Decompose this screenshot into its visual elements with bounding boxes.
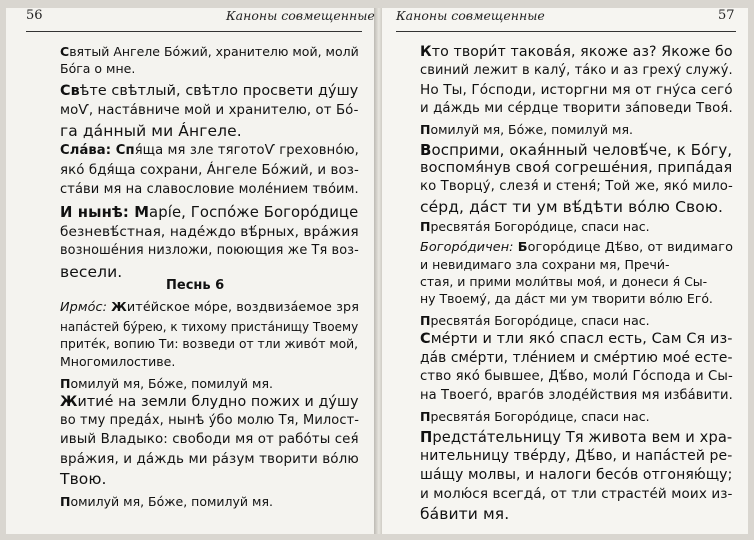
text-line xyxy=(60,224,359,240)
line-text: ко Творцý, слезя́ и стеня́; Той же, якó мило- xyxy=(420,179,733,194)
text-line xyxy=(420,219,650,234)
text-line xyxy=(60,243,359,258)
line-initial: П xyxy=(420,219,431,234)
line-text: ресвятáя Богорóдице, спаси нас. xyxy=(430,313,650,328)
line-text: на Твоегó, врагóв злодéйствия мя избáвити. xyxy=(420,388,733,403)
line-initial: С xyxy=(420,331,431,347)
line-text: Но Ты, Гóсподи, исторгни мя от гнýса сегó xyxy=(420,82,733,98)
text-line xyxy=(60,300,359,315)
line-text: ивый Владыко: свободи мя от рабóты сея́ xyxy=(60,432,359,447)
line-text: возношéния низложи, поюющия же Тя воз- xyxy=(60,243,359,258)
line-text: ну Твоему́, да дáст ми ум творити вóлю Егó. xyxy=(420,291,713,306)
text-line xyxy=(60,394,359,410)
text-line xyxy=(420,429,732,446)
text-line xyxy=(420,313,650,328)
text-line xyxy=(60,451,359,467)
left-running-title: Каноны совмещенные xyxy=(226,8,375,23)
line-text: осприми, окая́нный человѣ́че, к Бóгу, xyxy=(431,141,733,159)
line-initial: И нынѣ: М xyxy=(60,204,150,221)
line-text: га дáнный ми Áнгеле. xyxy=(60,122,242,140)
line-text: я́ща мя зле тягот​оѴ греховнóю, xyxy=(134,143,359,158)
line-text: во тму предáх, нынѣ ýбо молю Тя, Милост- xyxy=(60,413,360,428)
left-page-number: 56 xyxy=(26,8,43,23)
line-initial: П xyxy=(60,494,71,509)
text-line xyxy=(60,103,359,118)
book-gutter xyxy=(374,8,382,534)
right-header-rule xyxy=(396,31,736,32)
line-initial: Ж xyxy=(60,394,78,410)
line-text: Бóга о мне. xyxy=(60,61,136,76)
text-line xyxy=(420,409,650,424)
line-text: ресвятáя Богорóдице, спаси нас. xyxy=(430,409,650,424)
text-line xyxy=(420,63,733,78)
text-line xyxy=(60,61,135,76)
right-running-title: Каноны совмещенные xyxy=(396,8,545,23)
line-text: дáв смéрти, тлéнием и смéртию моé есте- xyxy=(420,350,733,366)
text-line xyxy=(420,505,509,523)
text-line xyxy=(60,182,359,197)
line-label: Богорóдичен: xyxy=(420,240,518,255)
line-text: якó бдя́ща сохрани, Áнгеле Бóжий, и воз- xyxy=(60,163,359,178)
line-text: ресвятáя Богорóдице, спаси нас. xyxy=(430,219,650,234)
text-line xyxy=(60,354,175,369)
text-line xyxy=(420,388,733,403)
text-line xyxy=(60,143,359,158)
text-line xyxy=(60,44,359,59)
line-text: Твою. xyxy=(60,470,107,488)
ode-heading: Песнь 6 xyxy=(166,278,225,293)
line-text: притéк, вопию Ти: возведи от тли живóт мой, xyxy=(60,337,359,351)
text-line xyxy=(60,83,358,99)
text-line xyxy=(60,320,358,334)
line-text: то твори́т таковáя, якоже аз? Якоже бо xyxy=(431,44,733,60)
line-text: омилуй мя, Бóже, помилуй мя. xyxy=(70,494,273,509)
line-initial: Ж xyxy=(111,300,127,315)
line-initial: П xyxy=(420,313,431,328)
text-line xyxy=(420,448,732,464)
line-text: редстáтельницу Тя живота вем и хра- xyxy=(432,429,733,446)
line-text: и молю́ся всегдá, от тли страстéй моих из- xyxy=(420,486,733,502)
line-text: огорóдице Дѣ́во, от видимаго xyxy=(527,240,734,255)
text-line xyxy=(420,101,733,116)
line-initial: П xyxy=(420,409,431,424)
line-initial: С xyxy=(60,44,70,59)
text-line xyxy=(420,257,670,272)
text-line xyxy=(420,44,733,60)
line-text: мéрти и тли якó спасл есть, Сам Ся из- xyxy=(430,331,733,347)
line-text: омилуй мя, Бóже, помилуй мя. xyxy=(70,376,273,391)
text-line xyxy=(60,122,242,140)
text-line xyxy=(60,337,358,351)
text-line xyxy=(420,240,733,255)
line-text: моѴ, настáвниче мой и хранителю, от Бó- xyxy=(60,103,359,118)
line-text: стая, и прими моли́твы моя́, и донеси я́ Сы- xyxy=(420,274,708,289)
line-text: врáжия, и дáждь ми рáзум творити вóлю xyxy=(60,451,359,467)
text-line xyxy=(420,486,733,502)
line-text: итиé на земли блудно пожих и дýшу xyxy=(77,394,359,410)
text-line xyxy=(420,122,633,137)
line-text: омилуй мя, Бóже, помилуй мя. xyxy=(430,122,633,137)
text-line xyxy=(420,291,713,306)
line-text: и невидимаго зла сохрани мя, Пречи́- xyxy=(420,257,670,272)
text-line xyxy=(420,350,733,366)
line-initial: Слáва: Сп xyxy=(60,143,135,158)
line-text: безневѣ́стная, надéждо вѣ́рных, врáжия xyxy=(60,224,359,240)
text-line xyxy=(420,198,723,216)
text-line xyxy=(60,494,273,509)
line-text: нительницу твéрду, Дѣ́во, и напáстей ре- xyxy=(420,448,733,464)
line-initial: В xyxy=(420,141,432,159)
text-line xyxy=(420,369,733,384)
line-initial: Б xyxy=(517,240,528,255)
line-text: бáвити мя. xyxy=(420,505,510,523)
text-line xyxy=(60,263,122,281)
text-line xyxy=(420,467,732,483)
line-text: напáстей бýрею, к тихому пристáнищу Твоему xyxy=(60,320,359,334)
text-line xyxy=(420,82,733,98)
left-header-rule xyxy=(26,31,362,32)
text-line xyxy=(60,204,358,221)
text-line xyxy=(60,432,359,447)
line-text: арíе, Госпóже Богорóдице xyxy=(149,204,359,221)
text-line xyxy=(420,160,732,176)
text-line xyxy=(60,413,359,428)
line-text: стáви мя на славословие молéнием твóим. xyxy=(60,182,359,197)
line-text: и дáждь ми сéрдце творити зáповеди Твоя́. xyxy=(420,101,733,116)
line-text: весели. xyxy=(60,263,123,281)
text-line xyxy=(420,274,707,289)
line-text: ѣте свѣтлый, свѣтло просвети дýшу xyxy=(79,83,359,99)
text-line xyxy=(60,470,107,488)
line-initial: П xyxy=(420,429,433,446)
line-initial: Св xyxy=(60,83,80,99)
text-line xyxy=(420,331,733,347)
text-line xyxy=(420,141,732,159)
line-text: вятый Ангеле Бóжий, хранителю мой, молй xyxy=(69,44,359,59)
line-text: ство якó бывшее, Дѣ́во, моли́ Гóспода и Сы- xyxy=(420,369,733,384)
right-page-number: 57 xyxy=(718,8,735,23)
line-text: свиний лежит в калу́, тáко и аз грехý служу́. xyxy=(420,63,733,78)
line-initial: К xyxy=(420,44,432,60)
line-text: воспомя́нув своя́ согрешéния, припáдая xyxy=(420,160,733,176)
line-initial: П xyxy=(420,122,431,137)
text-line xyxy=(420,179,733,194)
line-text: шáщу молвы, и налоги бесóв отгоняю́щу; xyxy=(420,467,733,483)
text-line xyxy=(60,376,273,391)
line-label: Ирмóс: xyxy=(60,300,112,315)
line-text: Многомилостиве. xyxy=(60,354,176,369)
line-text: итéйское мóре, воздвизáемое зря xyxy=(126,300,360,315)
line-initial: П xyxy=(60,376,71,391)
text-line xyxy=(60,163,359,178)
line-text: сéрд, дáст ти ум вѣ́дѣти вóлю Свою. xyxy=(420,198,724,216)
